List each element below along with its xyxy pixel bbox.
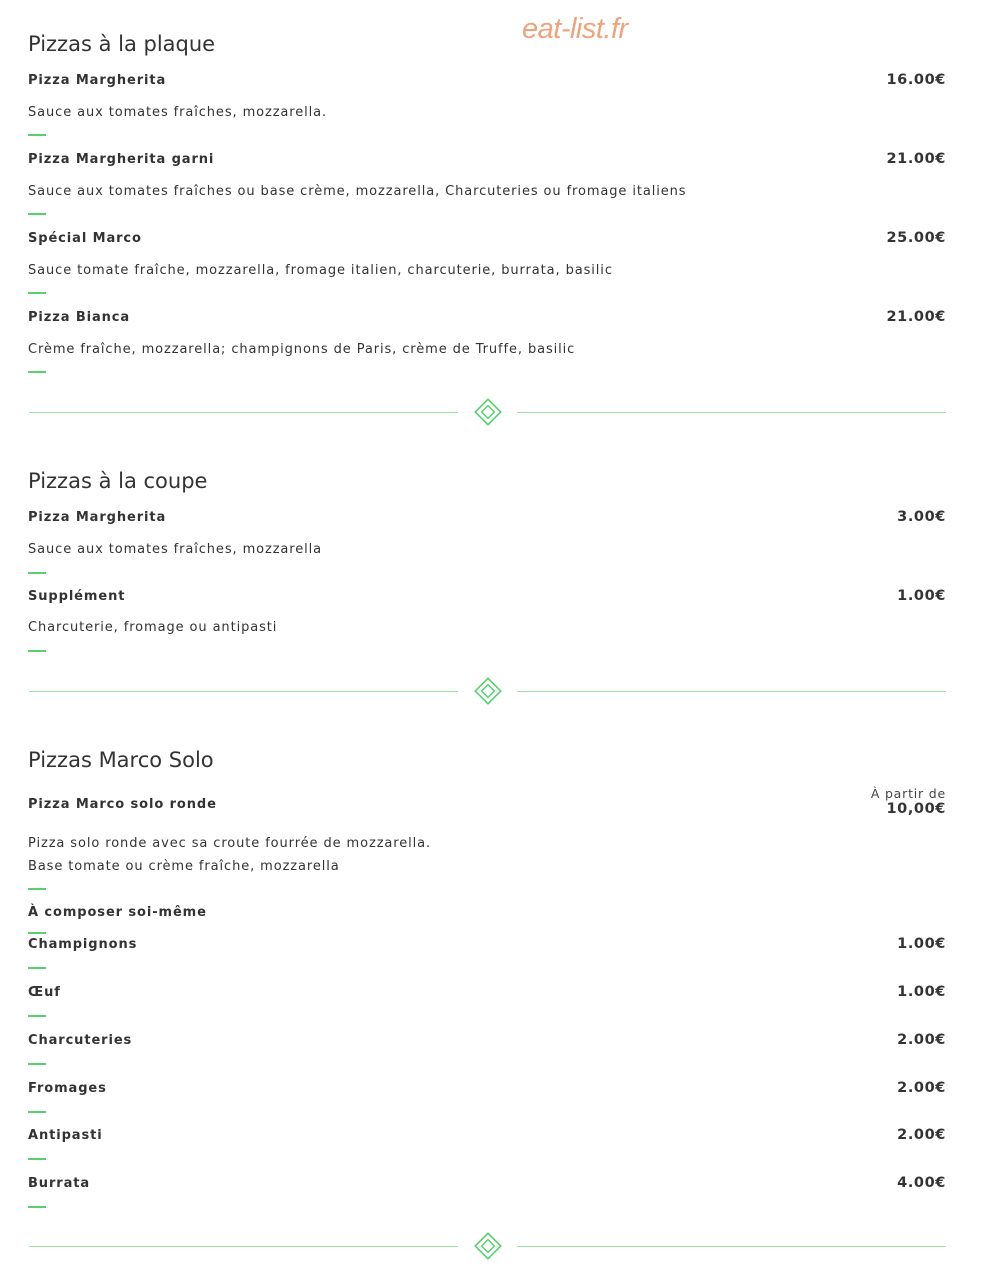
diamond-ornament-icon [474, 677, 502, 705]
item-separator-dash [28, 650, 46, 652]
item-separator-dash [28, 932, 46, 934]
item-price: 2.00€ [897, 1080, 946, 1096]
item-separator-dash [28, 292, 46, 294]
section-title-marco-solo: Pizzas Marco Solo [28, 748, 214, 772]
item-name: Champignons [28, 937, 138, 952]
item-name: Pizza Marco solo ronde [28, 797, 217, 812]
item-separator-dash [28, 1111, 46, 1113]
item-price: 3.00€ [897, 509, 946, 525]
item-description-line: Base tomate ou crème fraîche, mozzarella [28, 859, 340, 874]
item-price: 1.00€ [897, 984, 946, 1000]
item-price: 4.00€ [897, 1175, 946, 1191]
item-separator-dash [28, 1063, 46, 1065]
item-name: Spécial Marco [28, 231, 142, 246]
item-price: 1.00€ [897, 936, 946, 952]
section-divider [29, 1236, 946, 1258]
section-title-coupe: Pizzas à la coupe [28, 469, 208, 493]
item-description: Sauce aux tomates fraîches, mozzarella [28, 542, 323, 557]
item-price: 21.00€ [886, 309, 946, 325]
item-separator-dash [28, 213, 46, 215]
diamond-ornament-icon [474, 1232, 502, 1260]
section-divider [29, 402, 946, 424]
item-description: Charcuterie, fromage ou antipasti [28, 620, 278, 635]
item-price: 16.00€ [886, 72, 946, 88]
item-name: Burrata [28, 1176, 91, 1191]
item-description: Sauce tomate fraîche, mozzarella, fromage italien, charcuterie, burrata, basilic [28, 263, 613, 278]
subheading-compose: À composer soi-même [28, 905, 207, 920]
item-separator-dash [28, 888, 46, 890]
item-separator-dash [28, 371, 46, 373]
item-price: 25.00€ [886, 230, 946, 246]
item-price: 10,00€ [886, 801, 946, 817]
item-description: Sauce aux tomates fraîches, mozzarella. [28, 105, 328, 120]
item-separator-dash [28, 134, 46, 136]
item-description-line: Pizza solo ronde avec sa croute fourrée de mozzarella. [28, 836, 432, 851]
item-separator-dash [28, 1015, 46, 1017]
section-divider [29, 681, 946, 703]
item-separator-dash [28, 1158, 46, 1160]
item-name: Pizza Bianca [28, 310, 131, 325]
item-name: Charcuteries [28, 1033, 133, 1048]
item-separator-dash [28, 572, 46, 574]
item-name: Fromages [28, 1081, 107, 1096]
item-price: 1.00€ [897, 588, 946, 604]
diamond-ornament-icon [474, 398, 502, 426]
watermark-text: eat-list.fr [522, 13, 628, 45]
item-name: Pizza Margherita [28, 510, 167, 525]
item-price: 2.00€ [897, 1032, 946, 1048]
price-prefix: À partir de [870, 786, 946, 801]
item-name: Supplément [28, 589, 126, 604]
item-name: Pizza Margherita [28, 73, 167, 88]
item-price-from [871, 786, 946, 817]
item-description: Sauce aux tomates fraîches ou base crème, mozzarella, Charcuteries ou fromage italiens [28, 184, 687, 199]
item-name: Pizza Margherita garni [28, 152, 215, 167]
item-name: Antipasti [28, 1128, 103, 1143]
item-separator-dash [28, 1206, 46, 1208]
item-price: 2.00€ [897, 1127, 946, 1143]
item-separator-dash [28, 967, 46, 969]
item-price: 21.00€ [886, 151, 946, 167]
item-description: Crème fraîche, mozzarella; champignons de Paris, crème de Truffe, basilic [28, 342, 576, 357]
item-name: Œuf [28, 985, 61, 1000]
section-title-plaque: Pizzas à la plaque [28, 32, 216, 56]
